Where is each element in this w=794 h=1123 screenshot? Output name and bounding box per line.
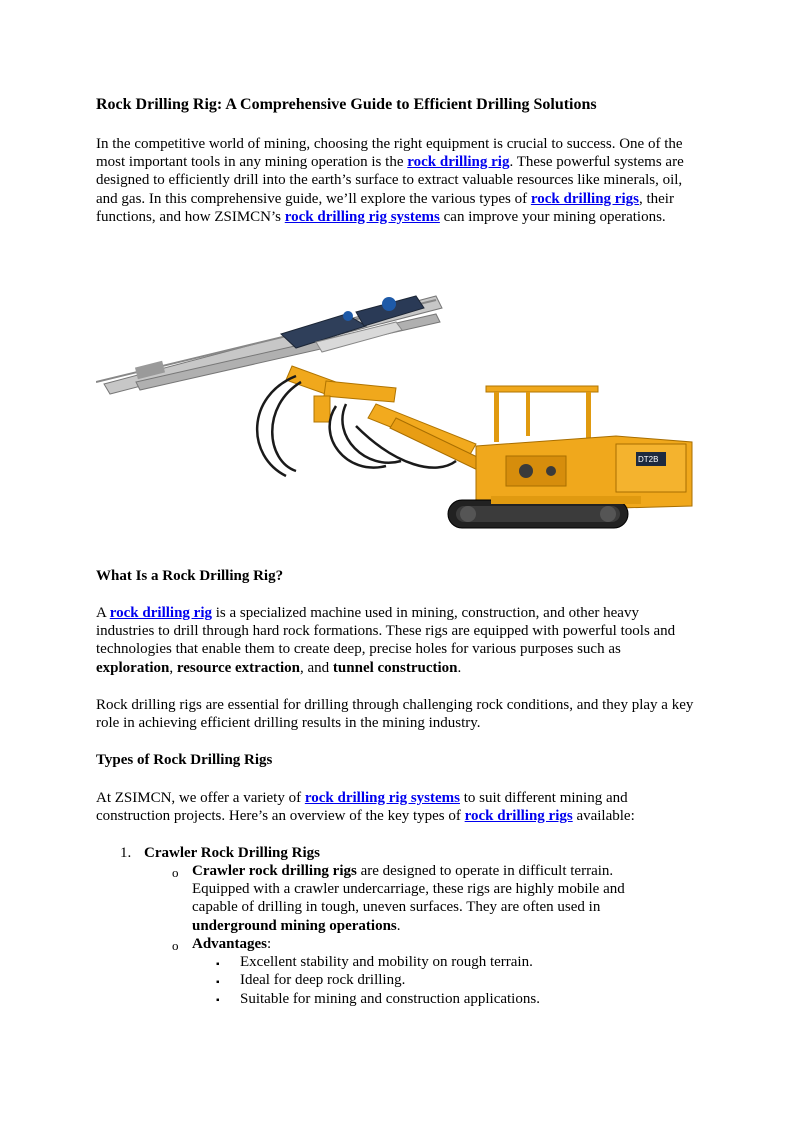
bold-advantages: Advantages xyxy=(192,936,268,952)
what-is-paragraph xyxy=(96,604,698,677)
intro-paragraph xyxy=(96,135,698,226)
section-heading-what-is: What Is a Rock Drilling Rig? xyxy=(96,568,284,584)
link-rock-drilling-rig-systems[interactable]: rock drilling rig systems xyxy=(284,208,440,225)
intro-text-4: can improve your mining operations. xyxy=(439,208,666,225)
types-text-3: available: xyxy=(572,808,635,825)
types-paragraph-block xyxy=(96,789,698,825)
types-paragraph xyxy=(96,789,698,825)
crawler-tracks xyxy=(448,496,641,528)
intro-text-3: , their functions, and how ZSIMCN’s xyxy=(96,190,674,225)
square-bullet: ▪ xyxy=(216,977,220,988)
machine-body xyxy=(476,386,692,512)
what-is-text-4: , and xyxy=(300,659,333,676)
list-heading-crawler: Crawler Rock Drilling Rigs xyxy=(144,845,320,861)
advantage-item: Excellent stability and mobility on rough terrain. xyxy=(240,954,533,970)
drilling-rig-illustration xyxy=(96,286,698,536)
intro-text-2: . These powerful systems are designed to efficiently drill into the earth’s surface to extract valuable resources like minerals, oil, and gas. In this comprehensive guide, we’ll explore the various types of xyxy=(96,154,684,207)
boom-arm xyxy=(286,366,496,476)
bold-resource-extraction: resource extraction xyxy=(176,659,300,676)
bold-crawler-rigs: Crawler rock drilling rigs xyxy=(192,863,357,879)
drill-boom xyxy=(96,296,442,394)
advantage-item: Ideal for deep rock drilling. xyxy=(240,972,406,988)
intro-paragraph-block xyxy=(96,135,698,226)
types-text-1: At ZSIMCN, we offer a variety of xyxy=(96,790,305,806)
rig-model-badge: DT2B xyxy=(638,455,659,464)
intro-text-1: In the competitive world of mining, choosing the right equipment is crucial to success. One of the most important tools in any mining operation is the xyxy=(96,136,683,171)
square-bullet: ▪ xyxy=(216,995,220,1006)
what-is-paragraph-block xyxy=(96,604,698,677)
types-text-2: to suit different mining and construction projects. Here’s an overview of the key types of xyxy=(96,790,628,825)
essential-paragraph: Rock drilling rigs are essential for drilling through challenging rock conditions, and they play a key role in achieving efficient drilling results in the mining industry. xyxy=(96,697,694,732)
what-is-text-5: . xyxy=(457,659,462,676)
crawler-text-2: . xyxy=(396,917,401,934)
square-bullet: ▪ xyxy=(216,959,220,970)
section-heading-types: Types of Rock Drilling Rigs xyxy=(96,752,273,768)
crawler-description xyxy=(192,862,662,935)
link-rock-drilling-rigs[interactable]: rock drilling rigs xyxy=(530,190,639,207)
bold-tunnel-construction: tunnel construction xyxy=(332,659,458,676)
essential-paragraph-block xyxy=(96,696,698,732)
advantages-label xyxy=(192,935,271,953)
page-title: Rock Drilling Rig: A Comprehensive Guide to Efficient Drilling Solutions xyxy=(96,96,597,113)
what-is-text-1: A xyxy=(96,605,110,621)
link-rock-drilling-rig[interactable]: rock drilling rig xyxy=(407,154,510,171)
bold-underground-mining: underground mining operations xyxy=(192,917,397,934)
sub-bullet-marker: o xyxy=(172,938,179,953)
advantages-colon: : xyxy=(267,936,272,952)
link-rock-drilling-rig-2[interactable]: rock drilling rig xyxy=(109,605,212,621)
bold-exploration: exploration xyxy=(96,659,170,676)
rock-drilling-rig-image xyxy=(96,286,698,536)
crawler-text-1: are designed to operate in difficult terrain. Equipped with a crawler undercarriage, these rigs are highly mobile and capable of drilling in tough, uneven surfaces. They are often used in xyxy=(192,863,625,916)
list-number: 1. xyxy=(120,845,132,861)
what-is-text-3: , xyxy=(169,659,177,676)
advantage-item: Suitable for mining and construction applications. xyxy=(240,991,540,1007)
what-is-text-2: is a specialized machine used in mining, construction, and other heavy industries to drill through hard rock formations. These rigs are equipped with powerful tools and technologies that enable them to create deep, precise holes for various purposes such as xyxy=(96,605,676,658)
link-rock-drilling-rig-systems-2[interactable]: rock drilling rig systems xyxy=(304,790,460,806)
sub-bullet-marker: o xyxy=(172,865,179,880)
link-rock-drilling-rigs-2[interactable]: rock drilling rigs xyxy=(464,808,573,825)
